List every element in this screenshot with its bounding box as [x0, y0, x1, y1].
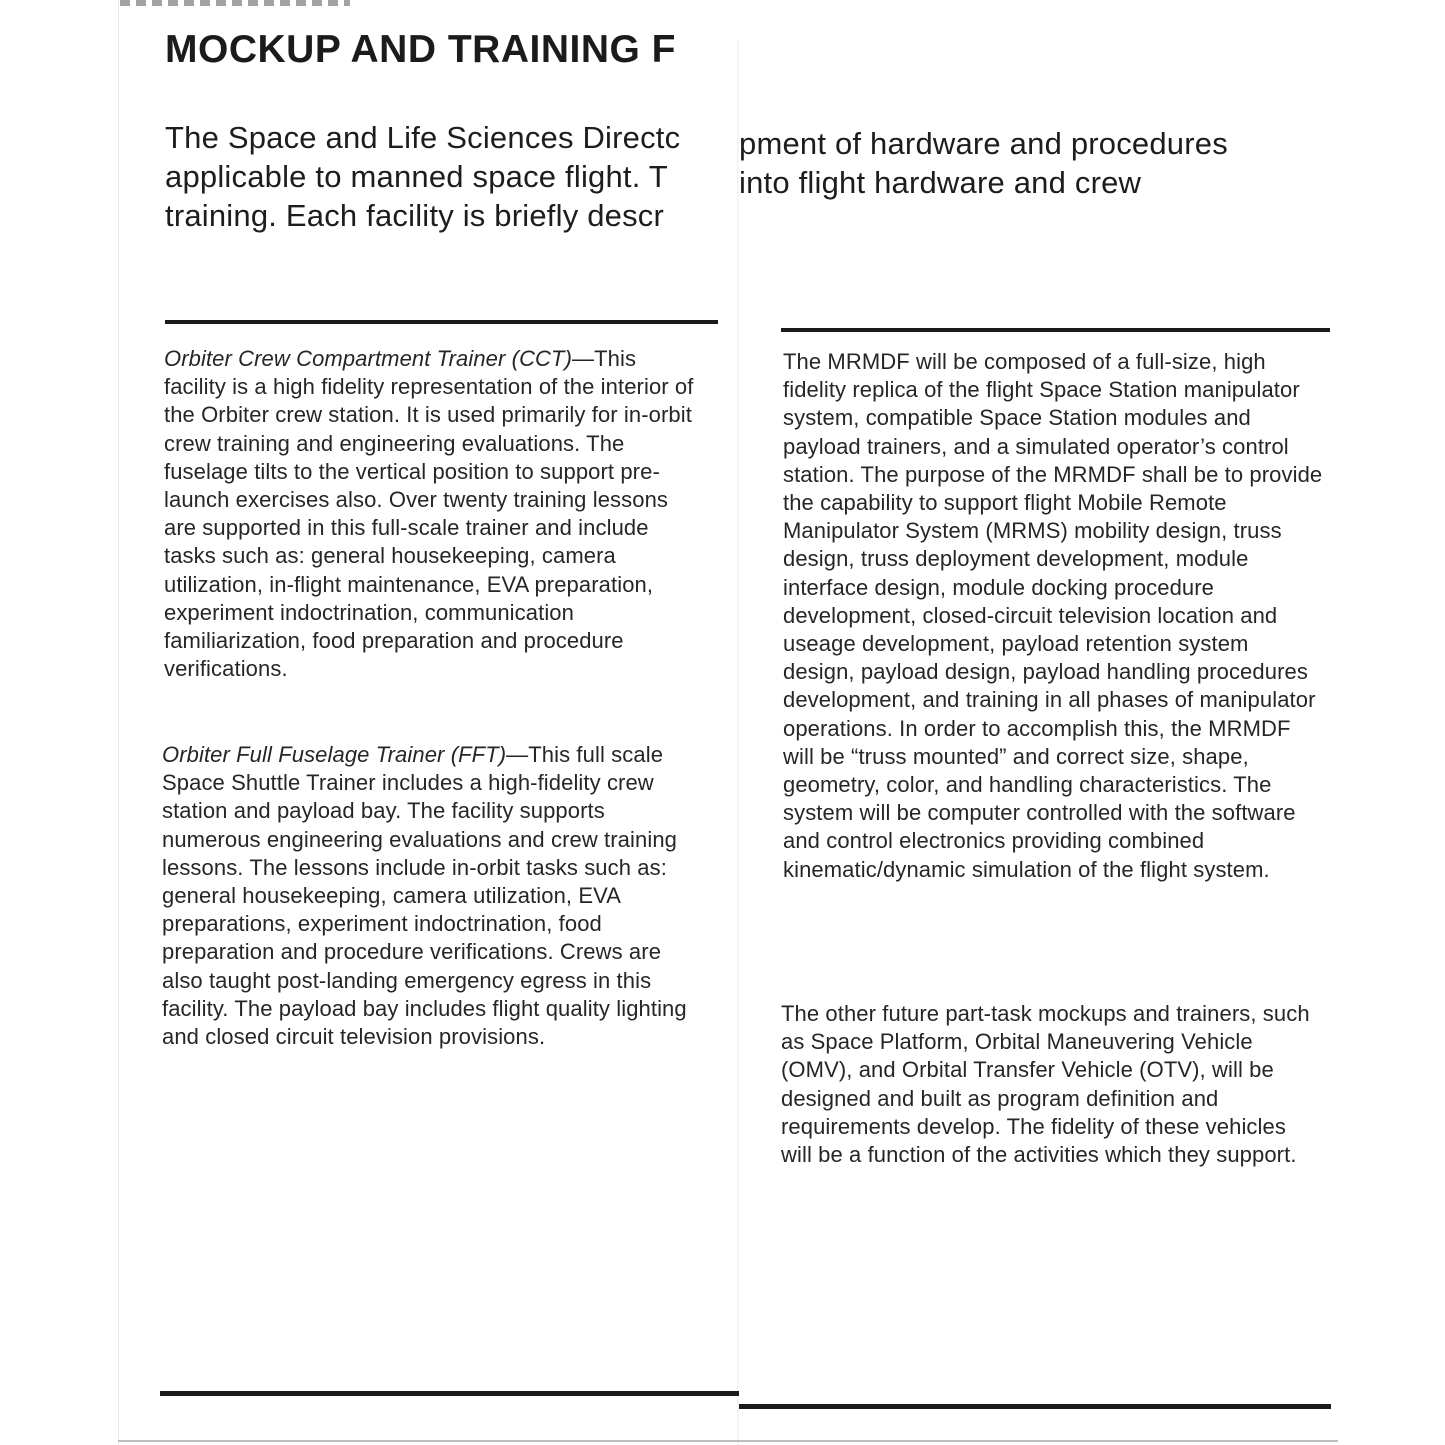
page-bottom-edge [118, 1440, 1338, 1442]
fft-paragraph [162, 741, 702, 1051]
mrmdf-paragraph: The MRMDF will be composed of a full-size, high fidelity replica of the flight Space Station manipulator system, compatible Space Station modules and payload trainers, and a simulated operator’s control station. The purpose of the MRMDF shall be to provide the capability to support flight Mobile Remote Manipulator System (MRMS) mobility design, truss design, truss deployment development, module interface design, module docking procedure development, closed-circuit television location and useage development, payload retention system design, payload design, payload handling procedures development, and training in all phases of manipulator operations. In order to accomplish this, the MRMDF will be “truss mounted” and correct size, shape, geometry, color, and handling characteristics. The system will be computer controlled with the software and control electronics providing combined kinematic/dynamic simulation of the flight system. [783, 349, 1323, 882]
page-title: MOCKUP AND TRAINING F [165, 28, 676, 71]
cropped-header-fragment [120, 0, 350, 6]
right-column-divider [781, 328, 1330, 332]
intro-left-line-2: applicable to manned space flight. T [165, 159, 668, 194]
intro-right-line-2: into flight hardware and crew [739, 165, 1142, 200]
intro-left-line-1: The Space and Life Sciences Directc [165, 120, 681, 155]
fft-heading: Orbiter Full Fuselage Trainer (FFT) [162, 742, 507, 767]
intro-left-fragment [165, 118, 739, 235]
cct-paragraph [164, 345, 704, 683]
cct-body: —This facility is a high fidelity representation of the interior of the Orbiter crew station. It is used primarily for in-orbit crew training and engineering evaluations. The fuselage tilts to the vertical position to support pre-launch exercises also. Over twenty training lessons are supported in this full-scale trainer and include tasks such as: general housekeeping, camera utilization, in-flight maintenance, EVA preparation, experiment indoctrination, communication familiarization, food preparation and procedure verifications. [164, 346, 694, 682]
intro-right-fragment [739, 124, 1319, 202]
intro-right-line-1: pment of hardware and procedures [739, 126, 1228, 161]
page-edge [118, 0, 119, 1445]
bottom-rule-left [160, 1391, 739, 1396]
intro-left-line-3: training. Each facility is briefly descr [165, 198, 665, 233]
fft-body: —This full scale Space Shuttle Trainer includes a high-fidelity crew station and payload bay. The facility supports numerous engineering evaluations and crew training lessons. The lessons include in-orbit tasks such as: general housekeeping, camera utilization, EVA preparations, experiment indoctrination, food preparation and procedure verifications. Crews are also taught post-landing emergency egress in this facility. The payload bay includes flight quality lighting and closed circuit television provisions. [162, 742, 687, 1050]
left-column-divider [165, 320, 718, 324]
bottom-rule-right [739, 1404, 1331, 1409]
cct-heading: Orbiter Crew Compartment Trainer (CCT) [164, 346, 573, 371]
page-margin [0, 0, 118, 1445]
future-trainers-paragraph: The other future part-task mockups and trainers, such as Space Platform, Orbital Maneuvering Vehicle (OMV), and Orbital Transfer Vehicle (OTV), will be designed and built as program definition and requirements develop. The fidelity of these vehicles will be a function of the activities which they support. [781, 1001, 1310, 1168]
page-fold [737, 40, 739, 1445]
